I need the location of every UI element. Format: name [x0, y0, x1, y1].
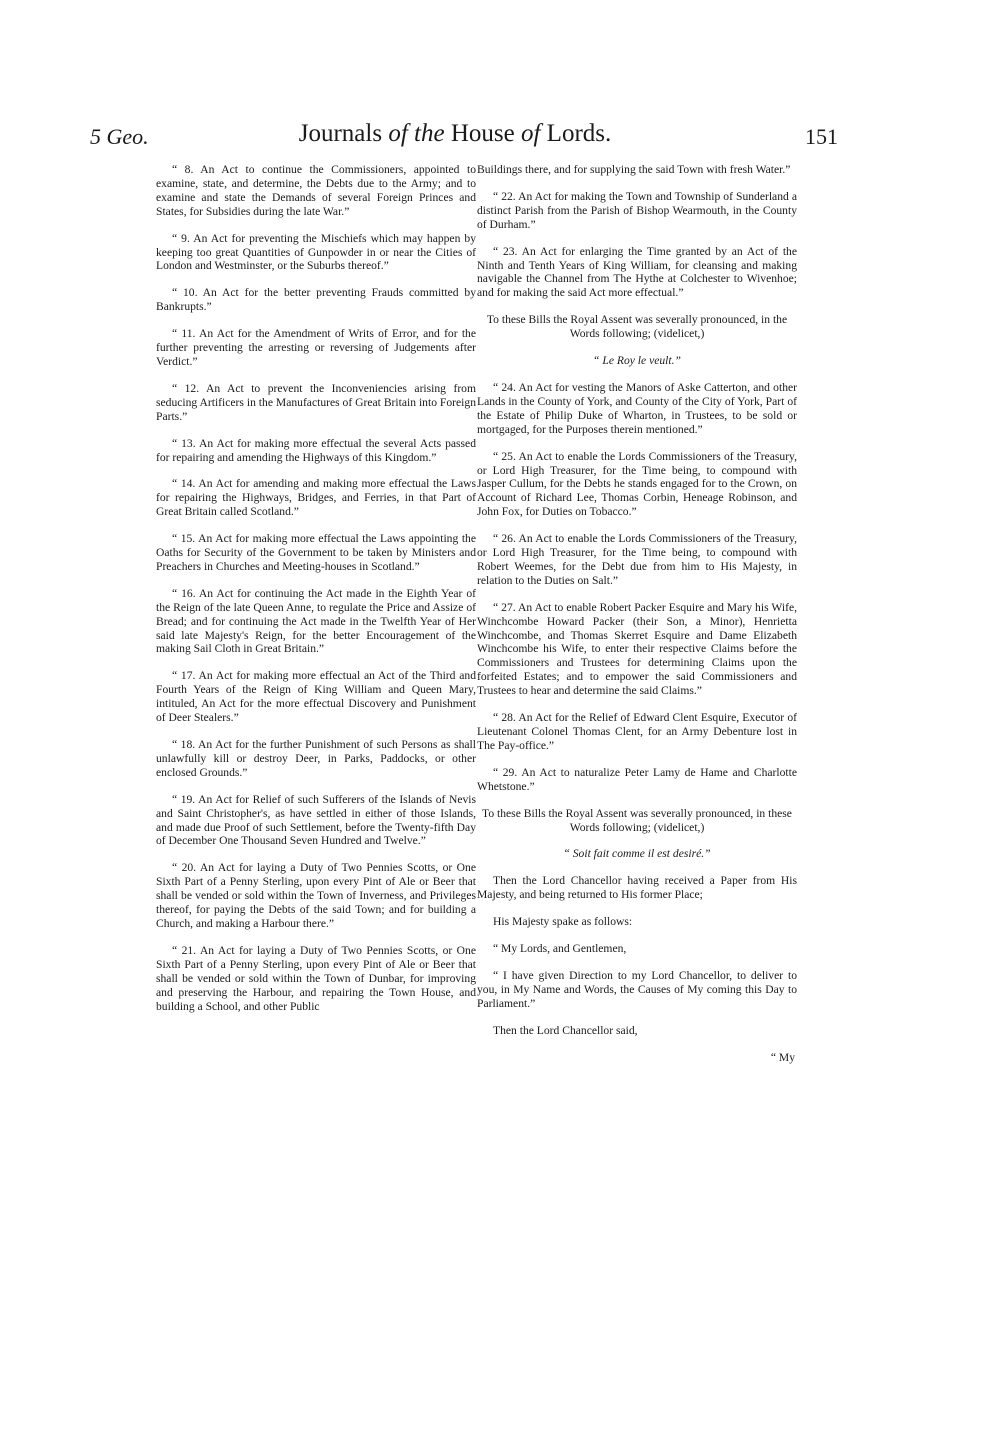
left-column [156, 163, 476, 1026]
act-24: “ 24. An Act for vesting the Manors of Aske Catterton, and other Lands in the County of York, and County of the City of York, Part of the Estate of Philip Duke of Wharton, in Trustees, to be sold or mortgaged, for the Purposes therein mentioned.” [477, 380, 797, 436]
chancellor-said: Then the Lord Chancellor said, [493, 1023, 638, 1037]
act-21: “ 21. An Act for laying a Duty of Two Pennies Scotts, or One Sixth Part of a Penny Sterling, upon every Pint of Ale or Beer that shall be vended or sold within the Town of Dunbar, for improving and preserving the Harbour, and repairing the Town House, and building a School, and other Public [156, 943, 476, 1013]
act-23: “ 23. An Act for enlarging the Time granted by an Act of the Ninth and Tenth Years of King William, for cleansing and making navigable the Channel from The Hythe at Colchester to Wivenhoe; and for making the said Act more effectual.” [477, 244, 797, 300]
act-17: “ 17. An Act for making more effectual an Act of the Third and Fourth Years of the Reign of King William and Queen Mary, intituled, An Act for the more effectual Discovery and Punishment of Deer Stealers.” [156, 669, 476, 725]
act-14: “ 14. An Act for amending and making more effectual the Laws for repairing the Highways, Bridges, and Ferries, in that Part of Great Britain called Scotland.” [156, 477, 476, 519]
title-of: of [388, 120, 408, 147]
act-16: “ 16. An Act for continuing the Act made in the Eighth Year of the Reign of the late Queen Anne, to regulate the Price and Assize of Bread; and for continuing the Act made in the Twelfth Year of Her said late Majesty's Reign, for the better Encouragement of the making Sail Cloth in Great Britain.” [156, 586, 476, 656]
act-29: “ 29. An Act to naturalize Peter Lamy de Hame and Charlotte Whetstone.” [477, 765, 797, 793]
act-27: “ 27. An Act to enable Robert Packer Esquire and Mary his Wife, Winchcombe Howard Packer (their Son, a Minor), Henrietta Winchcombe, and Thomas Skerret Esquire and Dame Elizabeth Winchcombe his Wife, to enter their respective Claims before the Commissioners and Trustees for determining Claims upon the forfeited Estates; and to empower the said Commissioners and Trustees to hear and determine the said Claims.” [477, 600, 797, 698]
act-18: “ 18. An Act for the further Punishment of such Persons as shall unlawfully kill or destroy Deer, in Parks, Paddocks, or other enclosed Grounds.” [156, 738, 476, 779]
act-26: “ 26. An Act to enable the Lords Commissioners of the Treasury, or Lord High Treasurer, for the Time being, to compound with Robert Weemes, for the Debt due from him to His Majesty, in relation to the Duties on Salt.” [477, 532, 797, 587]
majesty-spake: His Majesty spake as follows: [493, 915, 633, 929]
page-header [90, 116, 838, 156]
assent-formula-2: “ Soit fait comme il est desiré.” [563, 847, 711, 861]
catchword: “ My [770, 1050, 795, 1064]
act-19: “ 19. An Act for Relief of such Sufferers of the Islands of Nevis and Saint Christopher's, as have settled in either of those Islands, and made due Proof of such Settlement, before the Twenty-fifth Day of December One Thousand Seven Hundred and Twelve.” [156, 792, 476, 848]
title-lords: Lords. [546, 120, 612, 147]
right-column [477, 163, 797, 1065]
act-9: “ 9. An Act for preventing the Mischiefs which may happen by keeping too great Quantities of Gunpowder in or near the Cities of London and Westminster, or the Suburbs thereof.” [156, 231, 476, 273]
title-of-2: of [520, 120, 541, 147]
running-head-left: 5 Geo. [90, 124, 149, 149]
page-number: 151 [805, 124, 838, 149]
speech-address: “ My Lords, and Gentlemen, [493, 942, 627, 956]
title-house: House [450, 120, 515, 147]
speech-text: “ I have given Direction to my Lord Chancellor, to deliver to you, in My Name and Words, the Causes of My coming this Day to Parliament.” [477, 968, 797, 1010]
title-journals: Journals [298, 120, 383, 147]
act-15: “ 15. An Act for making more effectual the Laws appointing the Oaths for Security of the Government to be taken by Ministers and Preachers in Churches and Meeting-houses in Scotland.” [156, 532, 476, 573]
royal-assent-2: To these Bills the Royal Assent was severally pronounced, in these Words following; (videlicet,) [482, 806, 792, 834]
royal-assent-1: To these Bills the Royal Assent was severally pronounced, in the Words following; (videlicet,) [486, 313, 788, 341]
title-the: the [414, 120, 445, 147]
chancellor-receives-paper: Then the Lord Chancellor having received a Paper from His Majesty, and being returned to His former Place; [477, 874, 797, 902]
act-22: “ 22. An Act for making the Town and Township of Sunderland a distinct Parish from the Parish of Bishop Wearmouth, in the County of Durham.” [477, 189, 797, 231]
assent-formula-1: “ Le Roy le veult.” [593, 354, 681, 368]
act-12: “ 12. An Act to prevent the Inconveniencies arising from seducing Artificers in the Manufactures of Great Britain into Foreign Parts.” [156, 381, 476, 423]
act-10: “ 10. An Act for the better preventing Frauds committed by Bankrupts.” [156, 286, 476, 314]
act-13: “ 13. An Act for making more effectual the several Acts passed for repairing and amending the Highways of this Kingdom.” [156, 436, 476, 464]
act-11: “ 11. An Act for the Amendment of Writs of Error, and for the further preventing the arresting or reversing of Judgements after Verdict.” [156, 327, 476, 368]
running-title [90, 120, 820, 148]
act-21-continuation: Buildings there, and for supplying the said Town with fresh Water.” [477, 163, 791, 176]
act-8: “ 8. An Act to continue the Commissioners, appointed to examine, state, and determine, the Debts due to the Army; and to examine and state the Demands of several Foreign Princes and States, for Subsidies during the late War.” [156, 163, 476, 218]
act-25: “ 25. An Act to enable the Lords Commissioners of the Treasury, or Lord High Treasurer, for the Time being, to compound with Jasper Cullum, for the Debts he stands engaged for to the Crown, on Account of Richard Lee, Thomas Corbin, Heneage Robinson, and John Fox, for Duties on Tobacco.” [477, 449, 797, 519]
act-28: “ 28. An Act for the Relief of Edward Clent Esquire, Executor of Lieutenant Colonel Thomas Clent, for an Army Debenture lost in The Pay-office.” [477, 711, 797, 752]
act-20: “ 20. An Act for laying a Duty of Two Pennies Scotts, or One Sixth Part of a Penny Sterling, upon every Pint of Ale or Beer that shall be vended or sold within the Town of Inverness, and Privileges thereof, for paying the Debts of the said Town; and for building a Church, and making a Harbour there.” [156, 861, 476, 930]
